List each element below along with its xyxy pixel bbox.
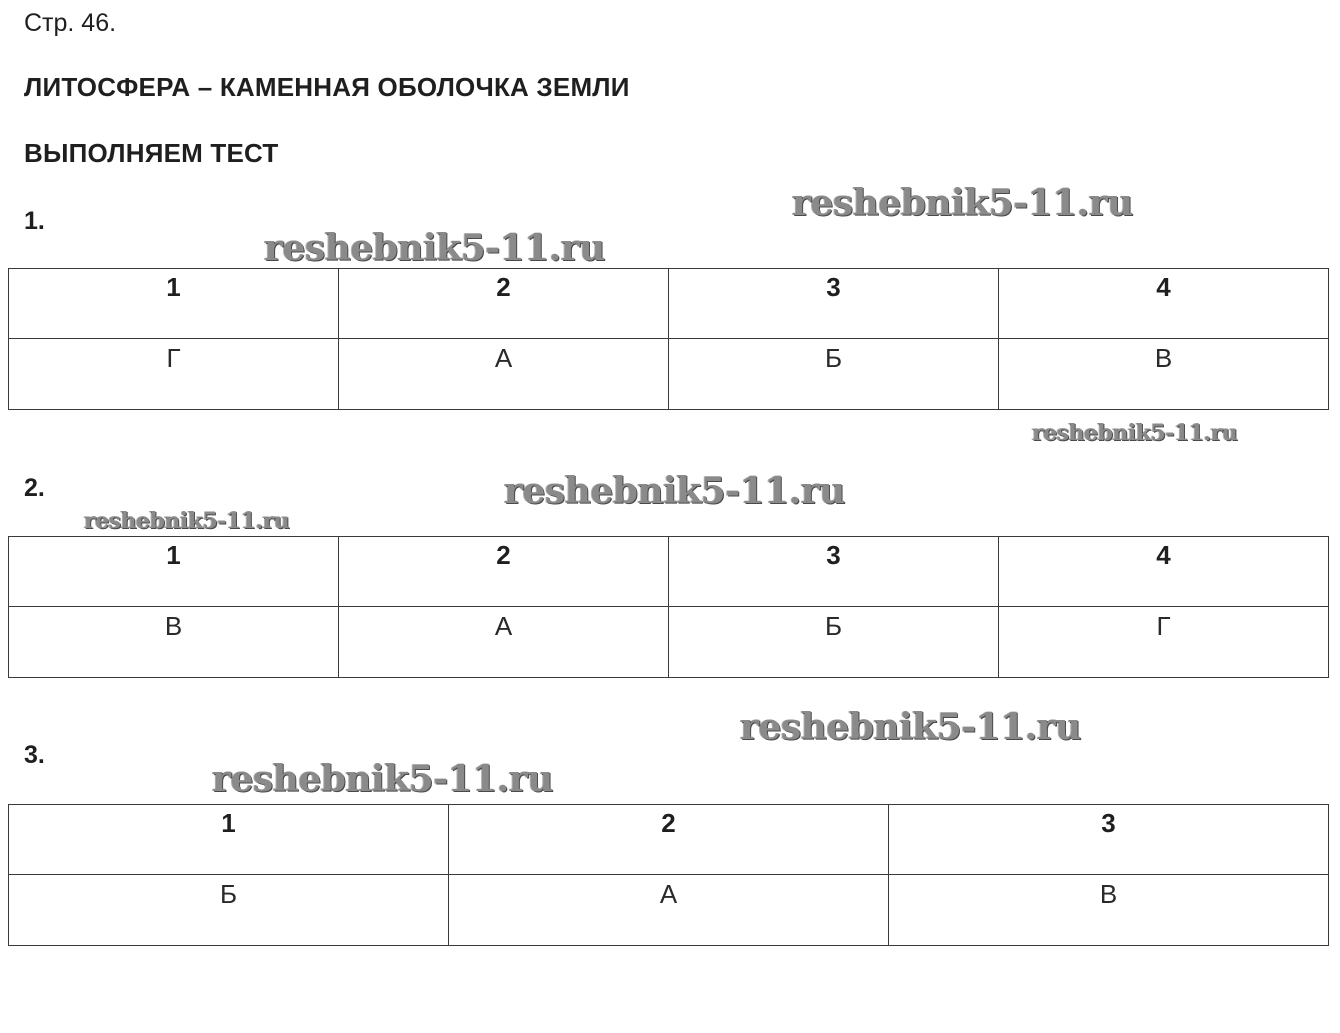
column-header: 3 [889,805,1329,875]
column-header: 2 [339,269,669,339]
column-header: 3 [669,537,999,607]
watermark: reshebnik5-11.ru [212,758,553,800]
column-header: 2 [339,537,669,607]
table-header-row [9,805,1329,875]
column-header: 1 [9,537,339,607]
column-header: 2 [449,805,889,875]
answer-cell: А [339,607,669,678]
table-answer-row [9,607,1329,678]
task-3-number: 3. [24,741,45,769]
watermark: reshebnik5-11.ru [504,470,845,512]
answer-cell: Б [669,607,999,678]
watermark: reshebnik5-11.ru [740,706,1081,748]
task-1-table [8,268,1329,410]
answer-cell: А [339,339,669,410]
section-subtitle: ВЫПОЛНЯЕМ ТЕСТ [24,138,279,168]
column-header: 4 [999,269,1329,339]
column-header: 4 [999,537,1329,607]
column-header: 1 [9,269,339,339]
answer-cell: Б [9,875,449,946]
task-3-table [8,804,1329,946]
page-number: Стр. 46. [24,9,117,37]
answer-cell: В [889,875,1329,946]
task-1-number: 1. [24,207,45,235]
table-answer-row [9,339,1329,410]
answer-cell: В [9,607,339,678]
table-answer-row [9,875,1329,946]
watermark: reshebnik5-11.ru [84,508,290,534]
watermark: reshebnik5-11.ru [264,227,605,269]
answer-cell: Г [9,339,339,410]
answer-cell: В [999,339,1329,410]
answer-cell: Г [999,607,1329,678]
table-header-row [9,537,1329,607]
watermark: reshebnik5-11.ru [792,182,1133,224]
task-2-number: 2. [24,474,45,502]
section-title: ЛИТОСФЕРА – КАМЕННАЯ ОБОЛОЧКА ЗЕМЛИ [24,72,630,102]
task-2-table [8,536,1329,678]
column-header: 3 [669,269,999,339]
column-header: 1 [9,805,449,875]
answer-cell: А [449,875,889,946]
watermark: reshebnik5-11.ru [1032,420,1238,446]
answer-cell: Б [669,339,999,410]
table-header-row [9,269,1329,339]
